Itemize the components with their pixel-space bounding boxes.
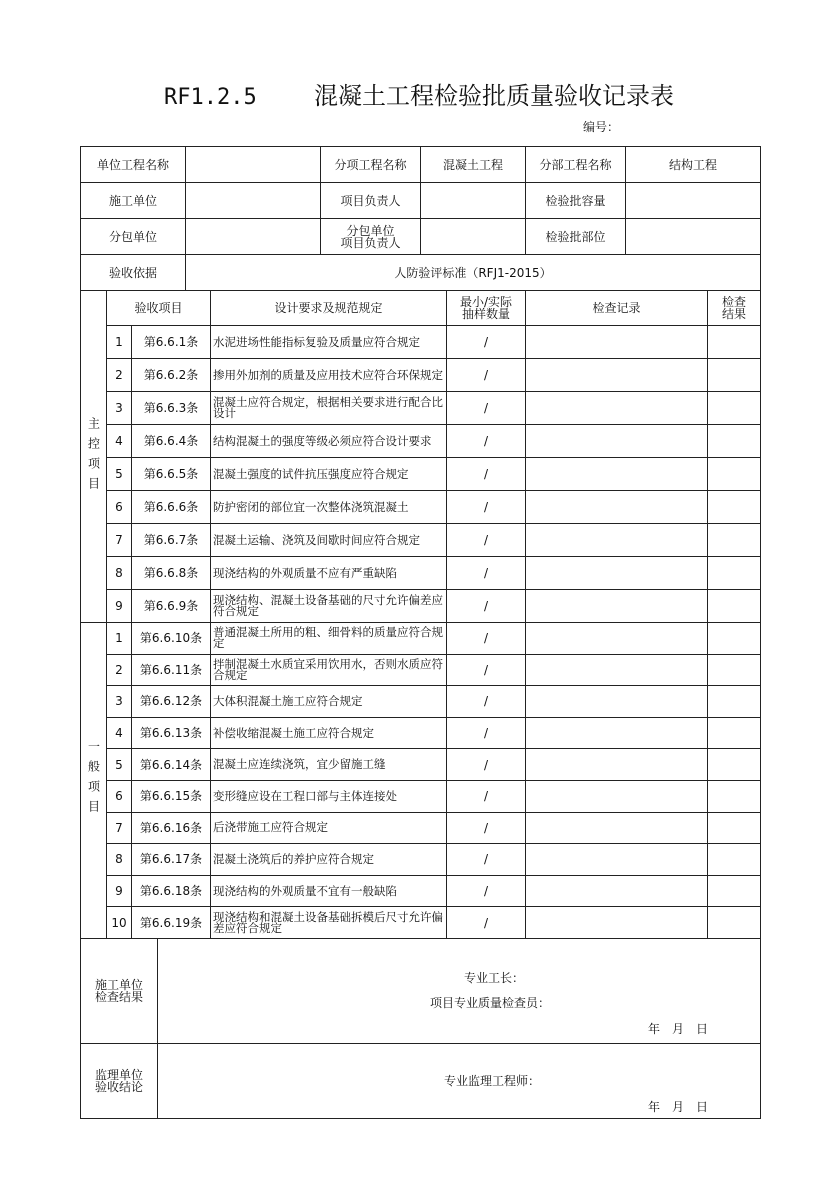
basis-value: 人防验评标准（RFJ1-2015） bbox=[186, 255, 761, 291]
item-record[interactable] bbox=[526, 425, 708, 458]
table-row bbox=[81, 524, 761, 557]
item-sample[interactable]: / bbox=[447, 326, 526, 359]
item-sample[interactable]: / bbox=[447, 557, 526, 590]
item-result[interactable] bbox=[708, 686, 761, 718]
table-row bbox=[81, 326, 761, 359]
item-sample[interactable]: / bbox=[447, 524, 526, 557]
item-result[interactable] bbox=[708, 458, 761, 491]
table-row bbox=[81, 458, 761, 491]
item-clause: 第6.6.13条 bbox=[132, 717, 211, 749]
item-sample[interactable]: / bbox=[447, 623, 526, 655]
item-clause: 第6.6.19条 bbox=[132, 907, 211, 939]
item-requirement: 结构混凝土的强度等级必须应符合设计要求 bbox=[211, 425, 447, 458]
item-clause: 第6.6.9条 bbox=[132, 590, 211, 623]
item-record[interactable] bbox=[526, 623, 708, 655]
item-number: 7 bbox=[107, 812, 132, 844]
table-row bbox=[81, 590, 761, 623]
table-row bbox=[81, 844, 761, 876]
item-clause: 第6.6.18条 bbox=[132, 875, 211, 907]
item-record[interactable] bbox=[526, 590, 708, 623]
item-sample[interactable]: / bbox=[447, 654, 526, 686]
item-clause: 第6.6.8条 bbox=[132, 557, 211, 590]
item-requirement: 混凝土应符合规定，根据相关要求进行配合比设计 bbox=[211, 392, 447, 425]
item-number: 3 bbox=[107, 392, 132, 425]
batch-location-label: 检验批部位 bbox=[526, 219, 626, 255]
item-record[interactable] bbox=[526, 392, 708, 425]
supervisor-label: 专业监理工程师： bbox=[444, 1074, 541, 1088]
items-table bbox=[80, 290, 761, 939]
item-record[interactable] bbox=[526, 717, 708, 749]
item-result[interactable] bbox=[708, 524, 761, 557]
table-row bbox=[81, 425, 761, 458]
item-requirement: 现浇结构、混凝土设备基础的尺寸允许偏差应符合规定 bbox=[211, 590, 447, 623]
supervision-signature-area[interactable] bbox=[158, 1044, 761, 1119]
item-number: 1 bbox=[107, 326, 132, 359]
item-record[interactable] bbox=[526, 812, 708, 844]
item-result[interactable] bbox=[708, 392, 761, 425]
item-record[interactable] bbox=[526, 458, 708, 491]
item-record[interactable] bbox=[526, 686, 708, 718]
table-row bbox=[81, 780, 761, 812]
item-number: 3 bbox=[107, 686, 132, 718]
form-code: RF1.2.5 bbox=[164, 85, 257, 110]
item-requirement: 后浇带施工应符合规定 bbox=[211, 812, 447, 844]
item-result[interactable] bbox=[708, 326, 761, 359]
col-requirement: 设计要求及规范规定 bbox=[211, 291, 447, 326]
general-items-label: 一般项目 bbox=[81, 623, 107, 939]
item-result[interactable] bbox=[708, 491, 761, 524]
item-requirement: 大体积混凝土施工应符合规定 bbox=[211, 686, 447, 718]
item-sample[interactable]: / bbox=[447, 844, 526, 876]
item-sample[interactable]: / bbox=[447, 590, 526, 623]
manager-label: 项目负责人 bbox=[321, 183, 421, 219]
item-clause: 第6.6.2条 bbox=[132, 359, 211, 392]
item-requirement: 防护密闭的部位宜一次整体浇筑混凝土 bbox=[211, 491, 447, 524]
table-row bbox=[81, 491, 761, 524]
header-table bbox=[80, 146, 761, 291]
item-clause: 第6.6.12条 bbox=[132, 686, 211, 718]
item-result[interactable] bbox=[708, 590, 761, 623]
item-number: 4 bbox=[107, 425, 132, 458]
item-clause: 第6.6.1条 bbox=[132, 326, 211, 359]
table-row bbox=[81, 654, 761, 686]
col-result: 检查结果 bbox=[708, 291, 761, 326]
main-items-label: 主控项目 bbox=[81, 291, 107, 623]
item-clause: 第6.6.11条 bbox=[132, 654, 211, 686]
item-record[interactable] bbox=[526, 654, 708, 686]
table-row bbox=[81, 749, 761, 781]
item-requirement: 普通混凝土所用的粗、细骨料的质量应符合规定 bbox=[211, 623, 447, 655]
item-number: 1 bbox=[107, 623, 132, 655]
item-result[interactable] bbox=[708, 844, 761, 876]
item-number: 6 bbox=[107, 780, 132, 812]
item-number: 9 bbox=[107, 590, 132, 623]
item-clause: 第6.6.10条 bbox=[132, 623, 211, 655]
item-sample[interactable]: / bbox=[447, 359, 526, 392]
item-number: 2 bbox=[107, 654, 132, 686]
sub-manager-label: 分包单位 项目负责人 bbox=[321, 219, 421, 255]
item-sample[interactable]: / bbox=[447, 780, 526, 812]
batch-location-field[interactable] bbox=[626, 219, 761, 255]
signature-table bbox=[80, 938, 761, 1119]
construction-signature-area[interactable] bbox=[158, 939, 761, 1044]
item-sample[interactable]: / bbox=[447, 875, 526, 907]
item-number: 2 bbox=[107, 359, 132, 392]
item-result[interactable] bbox=[708, 654, 761, 686]
subcontractor-field[interactable] bbox=[186, 219, 321, 255]
item-record[interactable] bbox=[526, 875, 708, 907]
item-requirement: 掺用外加剂的质量及应用技术应符合环保规定 bbox=[211, 359, 447, 392]
item-record[interactable] bbox=[526, 749, 708, 781]
item-sample[interactable]: / bbox=[447, 425, 526, 458]
item-requirement: 现浇结构的外观质量不应有严重缺陷 bbox=[211, 557, 447, 590]
item-requirement: 变形缝应设在工程口部与主体连接处 bbox=[211, 780, 447, 812]
item-number: 7 bbox=[107, 524, 132, 557]
item-clause: 第6.6.14条 bbox=[132, 749, 211, 781]
subcontractor-label: 分包单位 bbox=[81, 219, 186, 255]
item-record[interactable] bbox=[526, 326, 708, 359]
item-requirement: 混凝土运输、浇筑及间歇时间应符合规定 bbox=[211, 524, 447, 557]
serial-number-label: 编号： bbox=[583, 120, 620, 134]
division-field[interactable]: 结构工程 bbox=[626, 147, 761, 183]
item-result[interactable] bbox=[708, 359, 761, 392]
table-row bbox=[81, 686, 761, 718]
table-row bbox=[81, 359, 761, 392]
manager-field[interactable] bbox=[421, 183, 526, 219]
item-requirement: 现浇结构的外观质量不宜有一般缺陷 bbox=[211, 875, 447, 907]
item-requirement: 水泥进场性能指标复验及质量应符合规定 bbox=[211, 326, 447, 359]
item-number: 6 bbox=[107, 491, 132, 524]
item-sample[interactable]: / bbox=[447, 907, 526, 939]
table-row bbox=[81, 875, 761, 907]
item-number: 9 bbox=[107, 875, 132, 907]
item-sample[interactable]: / bbox=[447, 812, 526, 844]
table-row bbox=[81, 812, 761, 844]
item-record[interactable] bbox=[526, 844, 708, 876]
item-clause: 第6.6.7条 bbox=[132, 524, 211, 557]
unit-project-field[interactable] bbox=[186, 147, 321, 183]
contractor-field[interactable] bbox=[186, 183, 321, 219]
item-requirement: 混凝土应连续浇筑，宜少留施工缝 bbox=[211, 749, 447, 781]
batch-capacity-label: 检验批容量 bbox=[526, 183, 626, 219]
table-row bbox=[81, 557, 761, 590]
foreman-label: 专业工长： bbox=[464, 971, 525, 985]
sub-item-field[interactable]: 混凝土工程 bbox=[421, 147, 526, 183]
table-row bbox=[81, 907, 761, 939]
item-requirement: 混凝土浇筑后的养护应符合规定 bbox=[211, 844, 447, 876]
contractor-label: 施工单位 bbox=[81, 183, 186, 219]
item-requirement: 补偿收缩混凝土施工应符合规定 bbox=[211, 717, 447, 749]
item-sample[interactable]: / bbox=[447, 686, 526, 718]
supervision-date: 年 月 日 bbox=[648, 1100, 709, 1114]
item-record[interactable] bbox=[526, 780, 708, 812]
item-result[interactable] bbox=[708, 907, 761, 939]
item-sample[interactable]: / bbox=[447, 717, 526, 749]
construction-date: 年 月 日 bbox=[648, 1022, 709, 1036]
col-record: 检查记录 bbox=[526, 291, 708, 326]
item-number: 5 bbox=[107, 749, 132, 781]
item-requirement: 混凝土强度的试件抗压强度应符合规定 bbox=[211, 458, 447, 491]
item-record[interactable] bbox=[526, 359, 708, 392]
item-result[interactable] bbox=[708, 557, 761, 590]
construction-label: 施工单位 检查结果 bbox=[81, 939, 158, 1044]
item-sample[interactable]: / bbox=[447, 749, 526, 781]
item-result[interactable] bbox=[708, 623, 761, 655]
item-result[interactable] bbox=[708, 780, 761, 812]
batch-capacity-field[interactable] bbox=[626, 183, 761, 219]
item-sample[interactable]: / bbox=[447, 392, 526, 425]
item-record[interactable] bbox=[526, 524, 708, 557]
item-clause: 第6.6.15条 bbox=[132, 780, 211, 812]
unit-project-label: 单位工程名称 bbox=[81, 147, 186, 183]
item-result[interactable] bbox=[708, 812, 761, 844]
item-number: 8 bbox=[107, 557, 132, 590]
item-clause: 第6.6.5条 bbox=[132, 458, 211, 491]
form-name: 混凝土工程检验批质量验收记录表 bbox=[314, 82, 674, 110]
item-clause: 第6.6.3条 bbox=[132, 392, 211, 425]
item-number: 10 bbox=[107, 907, 132, 939]
table-row bbox=[81, 392, 761, 425]
item-clause: 第6.6.4条 bbox=[132, 425, 211, 458]
basis-label: 验收依据 bbox=[81, 255, 186, 291]
sub-item-label: 分项工程名称 bbox=[321, 147, 421, 183]
item-number: 5 bbox=[107, 458, 132, 491]
item-clause: 第6.6.16条 bbox=[132, 812, 211, 844]
table-row bbox=[81, 623, 761, 655]
sub-manager-field[interactable] bbox=[421, 219, 526, 255]
col-sample: 最小/实际抽样数量 bbox=[447, 291, 526, 326]
supervision-label: 监理单位 验收结论 bbox=[81, 1044, 158, 1119]
item-result[interactable] bbox=[708, 749, 761, 781]
item-record[interactable] bbox=[526, 907, 708, 939]
table-row bbox=[81, 717, 761, 749]
item-record[interactable] bbox=[526, 557, 708, 590]
item-number: 8 bbox=[107, 844, 132, 876]
item-requirement: 拌制混凝土水质宜采用饮用水，否则水质应符合规定 bbox=[211, 654, 447, 686]
inspector-label: 项目专业质量检查员： bbox=[430, 996, 551, 1010]
item-result[interactable] bbox=[708, 875, 761, 907]
division-label: 分部工程名称 bbox=[526, 147, 626, 183]
page-title bbox=[0, 76, 838, 111]
item-number: 4 bbox=[107, 717, 132, 749]
item-clause: 第6.6.6条 bbox=[132, 491, 211, 524]
item-result[interactable] bbox=[708, 717, 761, 749]
item-sample[interactable]: / bbox=[447, 458, 526, 491]
item-sample[interactable]: / bbox=[447, 491, 526, 524]
item-result[interactable] bbox=[708, 425, 761, 458]
item-record[interactable] bbox=[526, 491, 708, 524]
col-item: 验收项目 bbox=[107, 291, 211, 326]
item-requirement: 现浇结构和混凝土设备基础拆模后尺寸允许偏差应符合规定 bbox=[211, 907, 447, 939]
item-clause: 第6.6.17条 bbox=[132, 844, 211, 876]
